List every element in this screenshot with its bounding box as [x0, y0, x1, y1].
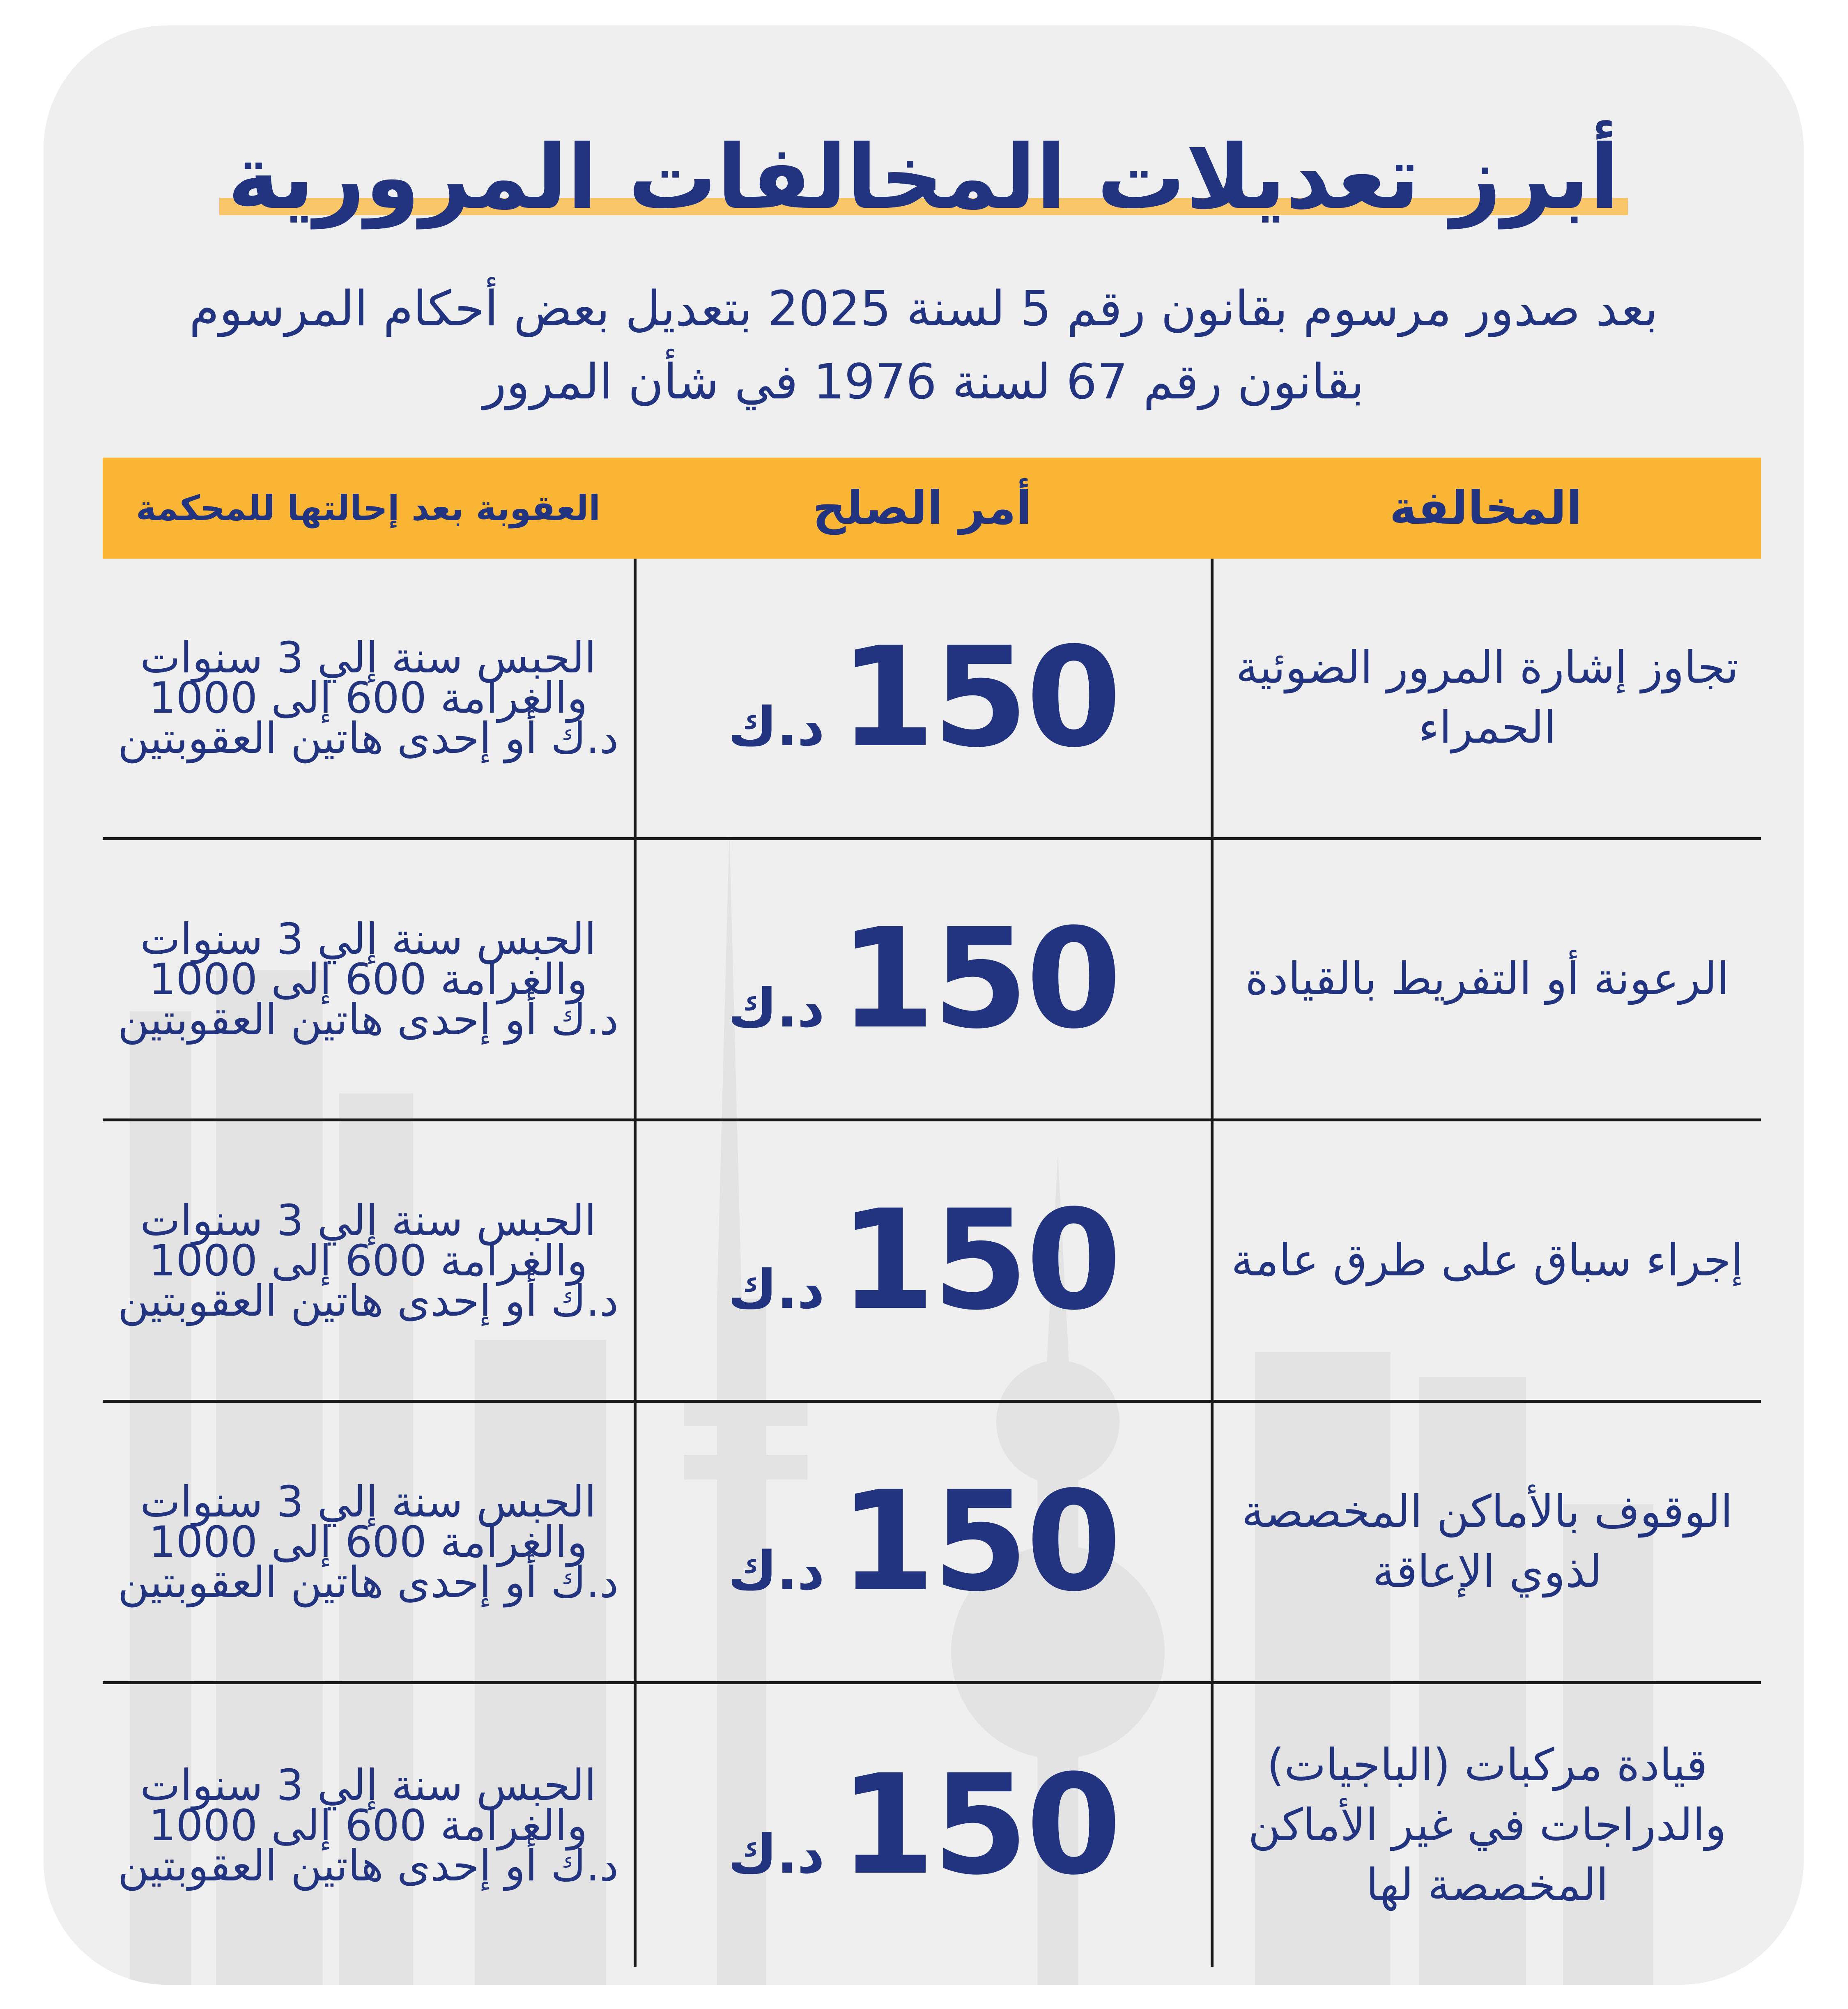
violation-cell: تجاوز إشارة المرور الضوئية الحمراء: [1211, 559, 1761, 837]
currency-label: د.ك: [728, 1258, 825, 1321]
fine-amount: [728, 618, 1119, 778]
amount-value: 150: [839, 618, 1119, 778]
fine-amount: [728, 1181, 1119, 1341]
currency-label: د.ك: [728, 1540, 825, 1602]
penalty-cell: الحبس سنة إلي 3 سنوات والغرامة 600 إلى 1000 د.ك أو إحدى هاتين العقوبتين: [117, 1760, 619, 1891]
amount-value: 150: [839, 1181, 1119, 1341]
penalty-cell: الحبس سنة إلي 3 سنوات والغرامة 600 إلى 1000 د.ك أو إحدى هاتين العقوبتين: [117, 914, 619, 1045]
fine-amount: [728, 1745, 1119, 1905]
table-row: [103, 1121, 1761, 1403]
page-subtitle: بعد صدور مرسوم بقانون رقم 5 لسنة 2025 بتعديل بعض أحكام المرسوم بقانون رقم 67 لسنة 1976 في شأن المرور: [189, 280, 1658, 410]
fine-amount: [728, 899, 1119, 1059]
page-title-text: أبرز تعديلات المخالفات المرورية: [227, 126, 1620, 229]
amount-value: 150: [839, 1745, 1119, 1905]
table-row: [103, 1684, 1761, 1967]
amount-value: 150: [839, 899, 1119, 1059]
table-header: [103, 458, 1761, 559]
table-row: [103, 1403, 1761, 1684]
penalty-cell: الحبس سنة إلي 3 سنوات والغرامة 600 إلى 1000 د.ك أو إحدى هاتين العقوبتين: [117, 633, 619, 763]
settlement-cell: [634, 840, 1211, 1118]
settlement-cell: [634, 559, 1211, 837]
penalty-cell: الحبس سنة إلي 3 سنوات والغرامة 600 إلى 1000 د.ك أو إحدى هاتين العقوبتين: [117, 1477, 619, 1607]
amount-value: 150: [839, 1462, 1119, 1622]
settlement-cell: [634, 1403, 1211, 1681]
settlement-cell: [634, 1684, 1211, 1967]
violation-cell: الوقوف بالأماكن المخصصة لذوي الإعاقة: [1211, 1403, 1761, 1681]
currency-label: د.ك: [728, 977, 825, 1039]
header-violation: المخالفة: [1389, 481, 1582, 535]
header-settlement: أمر الصلح: [812, 481, 1032, 535]
header-penalty: العقوبة بعد إحالتها للمحكمة: [136, 488, 601, 528]
settlement-cell: [634, 1121, 1211, 1400]
page-title: [219, 124, 1628, 231]
infographic-card: [44, 25, 1804, 1985]
table-row: [103, 559, 1761, 840]
penalty-cell: الحبس سنة إلي 3 سنوات والغرامة 600 إلى 1000 د.ك أو إحدى هاتين العقوبتين: [117, 1195, 619, 1326]
currency-label: د.ك: [728, 695, 825, 758]
violation-cell: إجراء سباق على طرق عامة: [1211, 1121, 1761, 1400]
violation-cell: قيادة مركبات (الباجيات) والدراجات في غير الأماكن المخصصة لها: [1211, 1684, 1761, 1967]
table-row: [103, 840, 1761, 1121]
violations-table: [103, 458, 1761, 1967]
currency-label: د.ك: [728, 1823, 825, 1885]
violation-cell: الرعونة أو التفريط بالقيادة: [1211, 840, 1761, 1118]
fine-amount: [728, 1462, 1119, 1622]
